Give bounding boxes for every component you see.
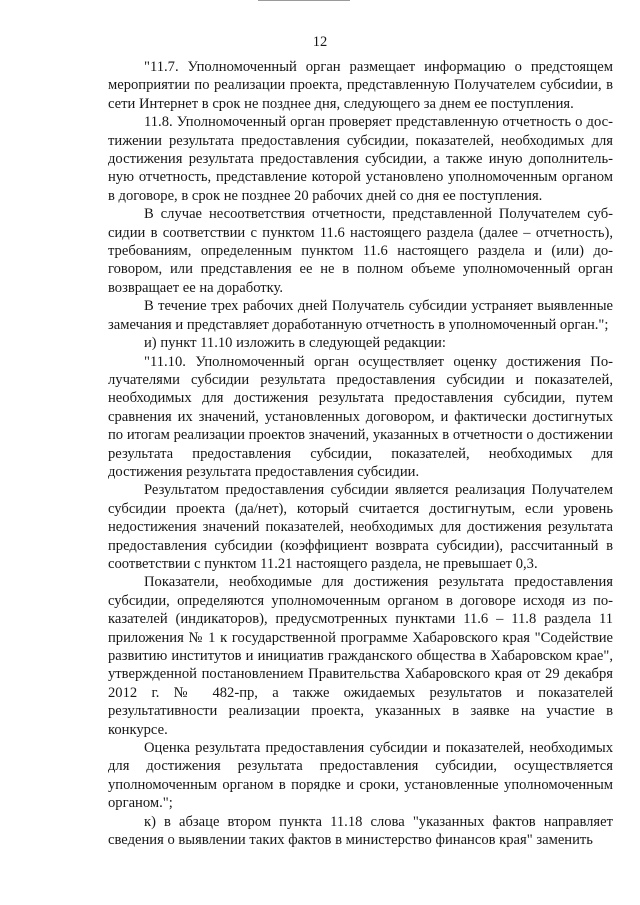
paragraph-three-days: В течение трех рабочих дней Получатель субсидии устраняет выявленные замечания и представляет доработанную отчетность в уполномоченный орган."; bbox=[108, 298, 613, 333]
top-edge-line bbox=[258, 0, 350, 1]
page-number: 12 bbox=[312, 34, 328, 50]
paragraph-result: Результатом предоставления субсидии является реализация Получателем субсидии проекта (да/нет), который считается достигнутым, если уровень недостижения значений показателей, необходимых для достижения результата предоставления субсидии (коэффициент возврата субсидии), рассчитанный в соответствии с пунктом 11.21 настоящего раздела, не превышает 0,3. bbox=[108, 482, 613, 572]
paragraph-noncompliance: В случае несоответствия отчетности, представленной Получателем субсидии в соответствии с пунктом 11.6 настоящего раздела (далее – отчетность), требованиям, определенным пунктом 11.6 настоящего раздела и (или) договором, или представления ее не в полном объеме уполномоченный орган возвращает ее на доработку. bbox=[108, 206, 613, 296]
paragraph-item-i: и) пункт 11.10 изложить в следующей редакции: bbox=[144, 335, 446, 352]
paragraph-11-7: "11.7. Уполномоченный орган размещает информацию о предстоящем мероприятии по реализации проекта, представленную Получателем субсиdии, в сети Интернет в срок не позднее дня, следующего за днем ее поступления. bbox=[108, 59, 613, 112]
paragraph-11-10: "11.10. Уполномоченный орган осуществляет оценку достижения Получателями субсидии результата предоставления субсидии и показателей, необходимых для достижения результата предоставления субсидии, путем сравнения их значений, установленных договором, и фактически достигнутых по итогам реализации проектов значений, указанных в отчетности о достижении результата предоставления субсидии, показателей, необходимых для достижения результата предоставления субсидии. bbox=[108, 353, 613, 480]
paragraph-11-8: 11.8. Уполномоченный орган проверяет представленную отчетность о достижении результата предоставления субсидии, показателей, необходимых для достижения результата предоставления субсидии, а также иную дополнительную отчетность, представление которой установлено уполномоченным органом в договоре, в срок не позднее 20 рабочих дней со дня ее поступления. bbox=[108, 114, 613, 204]
document-body bbox=[108, 58, 613, 849]
paragraph-item-k: к) в абзаце втором пункта 11.18 слова "указанных фактов направляет сведения о выявлении таких фактов в министерство финансов края" заменить bbox=[108, 813, 613, 849]
paragraph-evaluation: Оценка результата предоставления субсидии и показателей, необходимых для достижения результата предоставления субсидии, осуществляется уполномоченным органом в порядке и сроки, установленные уполномоченным органом."; bbox=[108, 740, 613, 812]
paragraph-indicators: Показатели, необходимые для достижения результата предоставления субсидии, определяются уполномоченным органом в договоре исходя из показателей (индикаторов), предусмотренных пунктами 11.6 – 11.8 раздела 11 приложения № 1 к государственной программе Хабаровского края "Содействие развитию институтов и инициатив гражданского общества в Хабаровском крае", утвержденной постановлением Правительства Хабаровского края от 29 декабря 2012 г. № 482-пр, а также ожидаемых результатов и показателей результативности реализации проекта, указанных в заявке на участие в конкурсе. bbox=[108, 574, 613, 738]
